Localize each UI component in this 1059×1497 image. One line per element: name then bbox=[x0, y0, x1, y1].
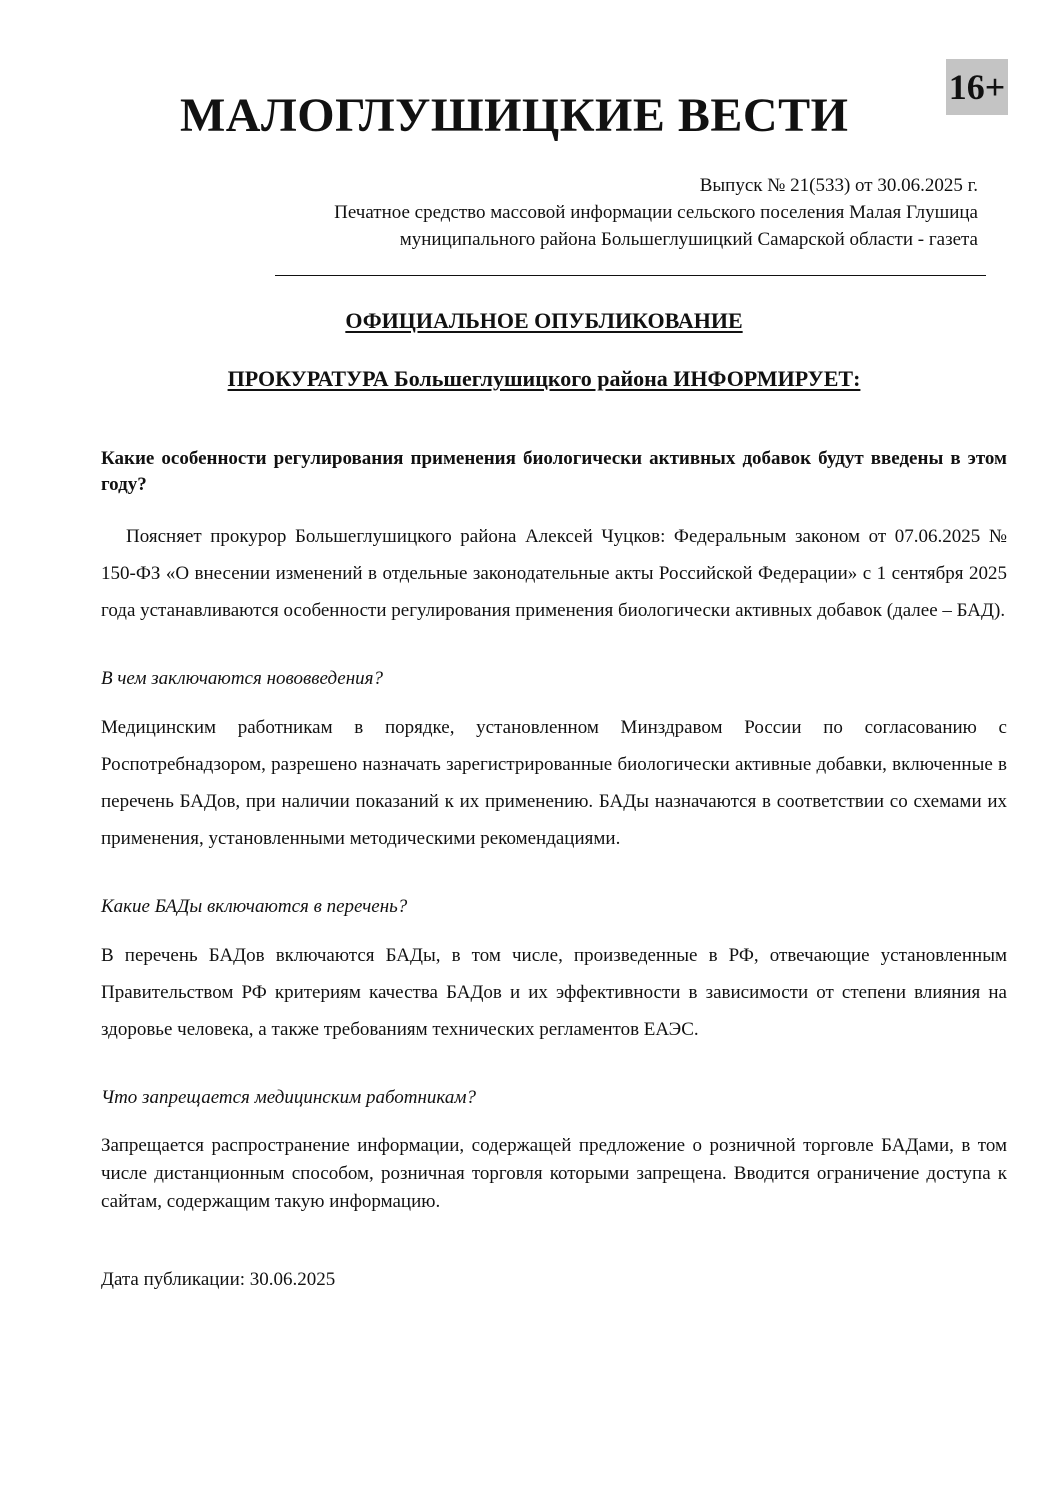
header-divider bbox=[275, 275, 986, 276]
question-list: Какие БАДы включаются в перечень? bbox=[101, 896, 408, 917]
prosecutor-heading: ПРОКУРАТУРА Большеглушицкого района ИНФОРМИРУЕТ: bbox=[227, 366, 861, 391]
publisher-line-2: муниципального района Большеглушицкий Самарской области - газета bbox=[399, 229, 978, 250]
issue-info bbox=[178, 172, 978, 253]
question-prohibited: Что запрещается медицинским работникам? bbox=[101, 1087, 476, 1108]
answer-innovations: Медицинским работникам в порядке, установленном Минздравом России по согласованию с Роспотребнадзором, разрешено назначать зарегистрированные биологически активные добавки, включенные в перечень БАДов, при наличии показаний к их применению. БАДы назначаются в соответствии со схемами их применения, установленными методическими рекомендациями. bbox=[101, 717, 1007, 849]
article-body bbox=[101, 446, 1007, 1292]
age-rating-badge: 16+ bbox=[946, 59, 1008, 115]
answer-list: В перечень БАДов включаются БАДы, в том числе, произведенные в РФ, отвечающие установленным Правительством РФ критериям качества БАДов и их эффективности в зависимости от степени влияния на здоровье человека, а также требованиям технических регламентов ЕАЭС. bbox=[101, 945, 1007, 1040]
newspaper-title: МАЛОГЛУШИЦКИЕ ВЕСТИ bbox=[180, 89, 849, 142]
publisher-line-1: Печатное средство массовой информации сельского поселения Малая Глушица bbox=[334, 202, 978, 223]
question-innovations: В чем заключаются нововведения? bbox=[101, 668, 383, 689]
answer-prohibited: Запрещается распространение информации, содержащей предложение о розничной торговле БАДами, в том числе дистанционным способом, розничная торговля которыми запрещена. Вводится ограничение доступа к сайтам, содержащим такую информацию. bbox=[101, 1135, 1007, 1212]
official-publication-heading: ОФИЦИАЛЬНОЕ ОПУБЛИКОВАНИЕ bbox=[345, 308, 743, 333]
issue-number: Выпуск № 21(533) от 30.06.2025 г. bbox=[699, 175, 978, 196]
article-intro: Поясняет прокурор Большеглушицкого района Алексей Чуцков: Федеральным законом от 07.06.2025 № 150-ФЗ «О внесении изменений в отдельные законодательные акты Российской Федерации» с 1 сентября 2025 года устанавливаются особенности регулирования применения биологически активных добавок (далее – БАД). bbox=[101, 526, 1007, 621]
publication-date: Дата публикации: 30.06.2025 bbox=[101, 1269, 336, 1290]
article-heading: Какие особенности регулирования применения биологически активных добавок будут введены в этом году? bbox=[101, 448, 1007, 495]
